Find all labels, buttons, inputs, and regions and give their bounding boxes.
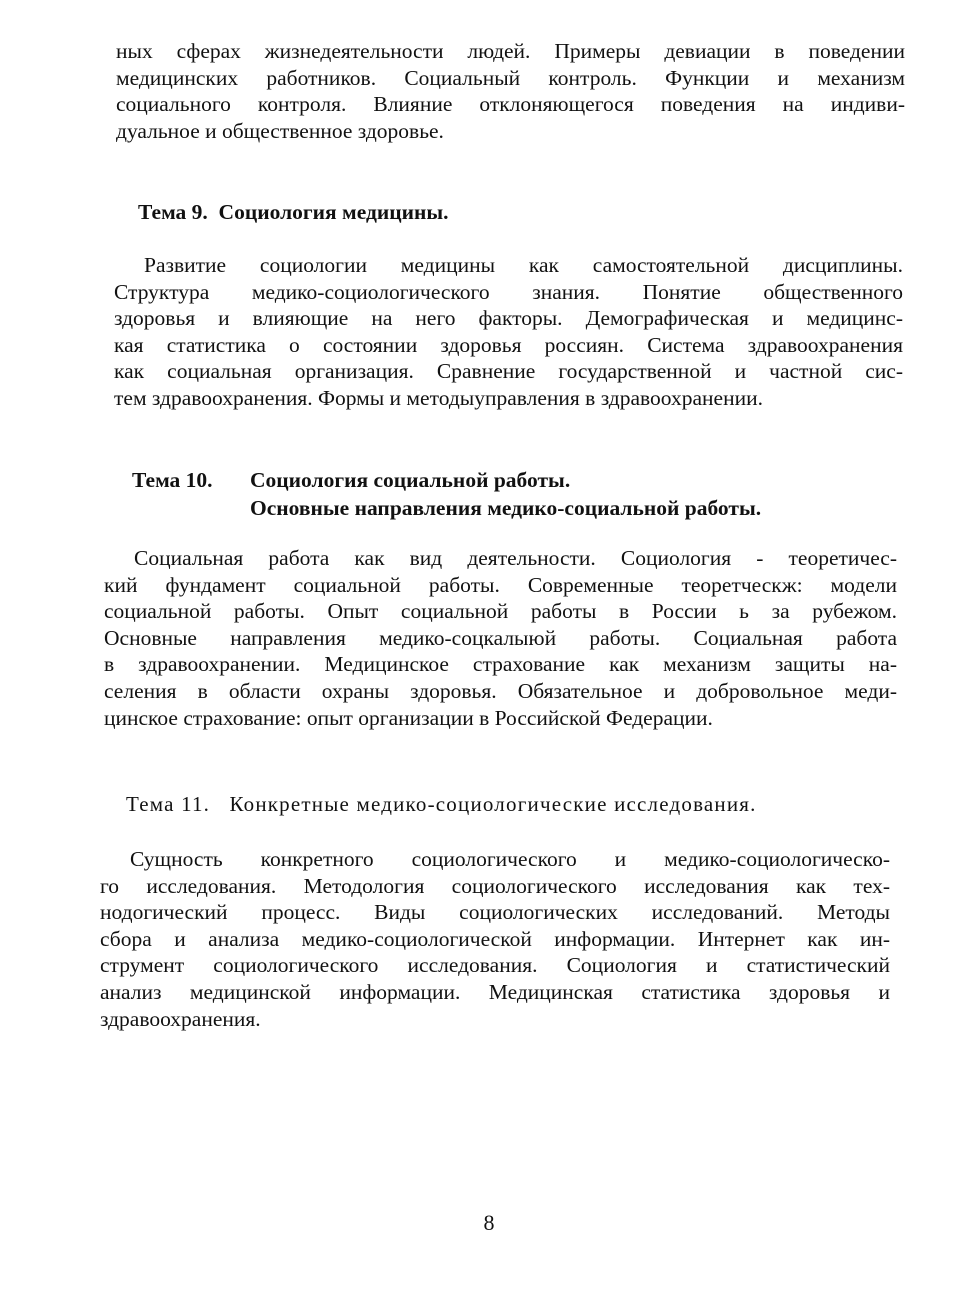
- paragraph-line: Развитие социологии медицины как самостоятельной дисциплины.: [144, 253, 903, 277]
- topic-10-heading: [132, 466, 761, 522]
- paragraph-line: тем здравоохранения. Формы и методыуправления в здравоохранении.: [114, 385, 763, 410]
- paragraph-line: Сущность конкретного социологического и медико-социологическо-: [130, 847, 890, 871]
- paragraph-line: Социальная работа как вид деятельности. Социология - теоретичес-: [134, 546, 897, 570]
- paragraph-line: здоровья и влияющие на него факторы. Демографическая и медицинс-: [114, 306, 903, 331]
- intro-paragraph: [116, 38, 905, 144]
- paragraph-line: кий фундамент социальной работы. Современные теоретческж: модели: [104, 572, 897, 597]
- topic-11-paragraph: [100, 846, 890, 1032]
- topic-10-title-line-2: Основные направления медико-социальной работы.: [250, 496, 762, 520]
- paragraph-line: Основные направления медико-соцкалыюй работы. Социальная работа: [104, 625, 897, 650]
- paragraph-line: социальной работы. Опыт социальной работы в России ь за рубежом.: [104, 599, 897, 624]
- paragraph-line: здравоохранения.: [100, 1006, 261, 1031]
- paragraph-line: медицинских работников. Социальный контроль. Функции и механизм: [116, 65, 905, 90]
- topic-9-heading: Тема 9. Социология медицины.: [138, 200, 449, 224]
- paragraph-line: социального контроля. Влияние отклоняющегося поведения на индиви-: [116, 92, 905, 117]
- paragraph-line: кая статистика о состоянии здоровья россиян. Система здравоохранения: [114, 332, 903, 357]
- topic-11-heading: Тема 11. Конкретные медико-социологические исследования.: [126, 792, 757, 816]
- paragraph-line: цинское страхование: опыт организации в Российской Федерации.: [104, 705, 713, 730]
- paragraph-line: нодогический процесс. Виды социологических исследований. Методы: [100, 900, 890, 925]
- paragraph-line: дуальное и общественное здоровье.: [116, 118, 444, 143]
- paragraph-line: как социальная организация. Сравнение государственной и частной сис-: [114, 359, 903, 384]
- topic-9-paragraph: [114, 252, 903, 412]
- paragraph-line: ных сферах жизнедеятельности людей. Примеры девиации в поведении: [116, 39, 905, 63]
- topic-10-title-line-1: Социология социальной работы.: [250, 468, 571, 492]
- paragraph-line: селения в области охраны здоровья. Обязательное и добровольное меди-: [104, 678, 897, 703]
- paragraph-line: струмент социологического исследования. Социология и статистический: [100, 953, 890, 978]
- topic-10-label: Тема 10.: [132, 468, 213, 492]
- paragraph-line: анализ медицинской информации. Медицинская статистика здоровья и: [100, 979, 890, 1004]
- topic-10-paragraph: [104, 545, 897, 731]
- paragraph-line: в здравоохранении. Медицинское страхование как механизм защиты на-: [104, 652, 897, 677]
- page-number: 8: [483, 1210, 495, 1235]
- paragraph-line: го исследования. Методология социологического исследования как тех-: [100, 873, 890, 898]
- paragraph-line: сбора и анализа медико-социологической информации. Интернет как ин-: [100, 926, 890, 951]
- paragraph-line: Структура медико-социологического знания. Понятие общественного: [114, 279, 903, 304]
